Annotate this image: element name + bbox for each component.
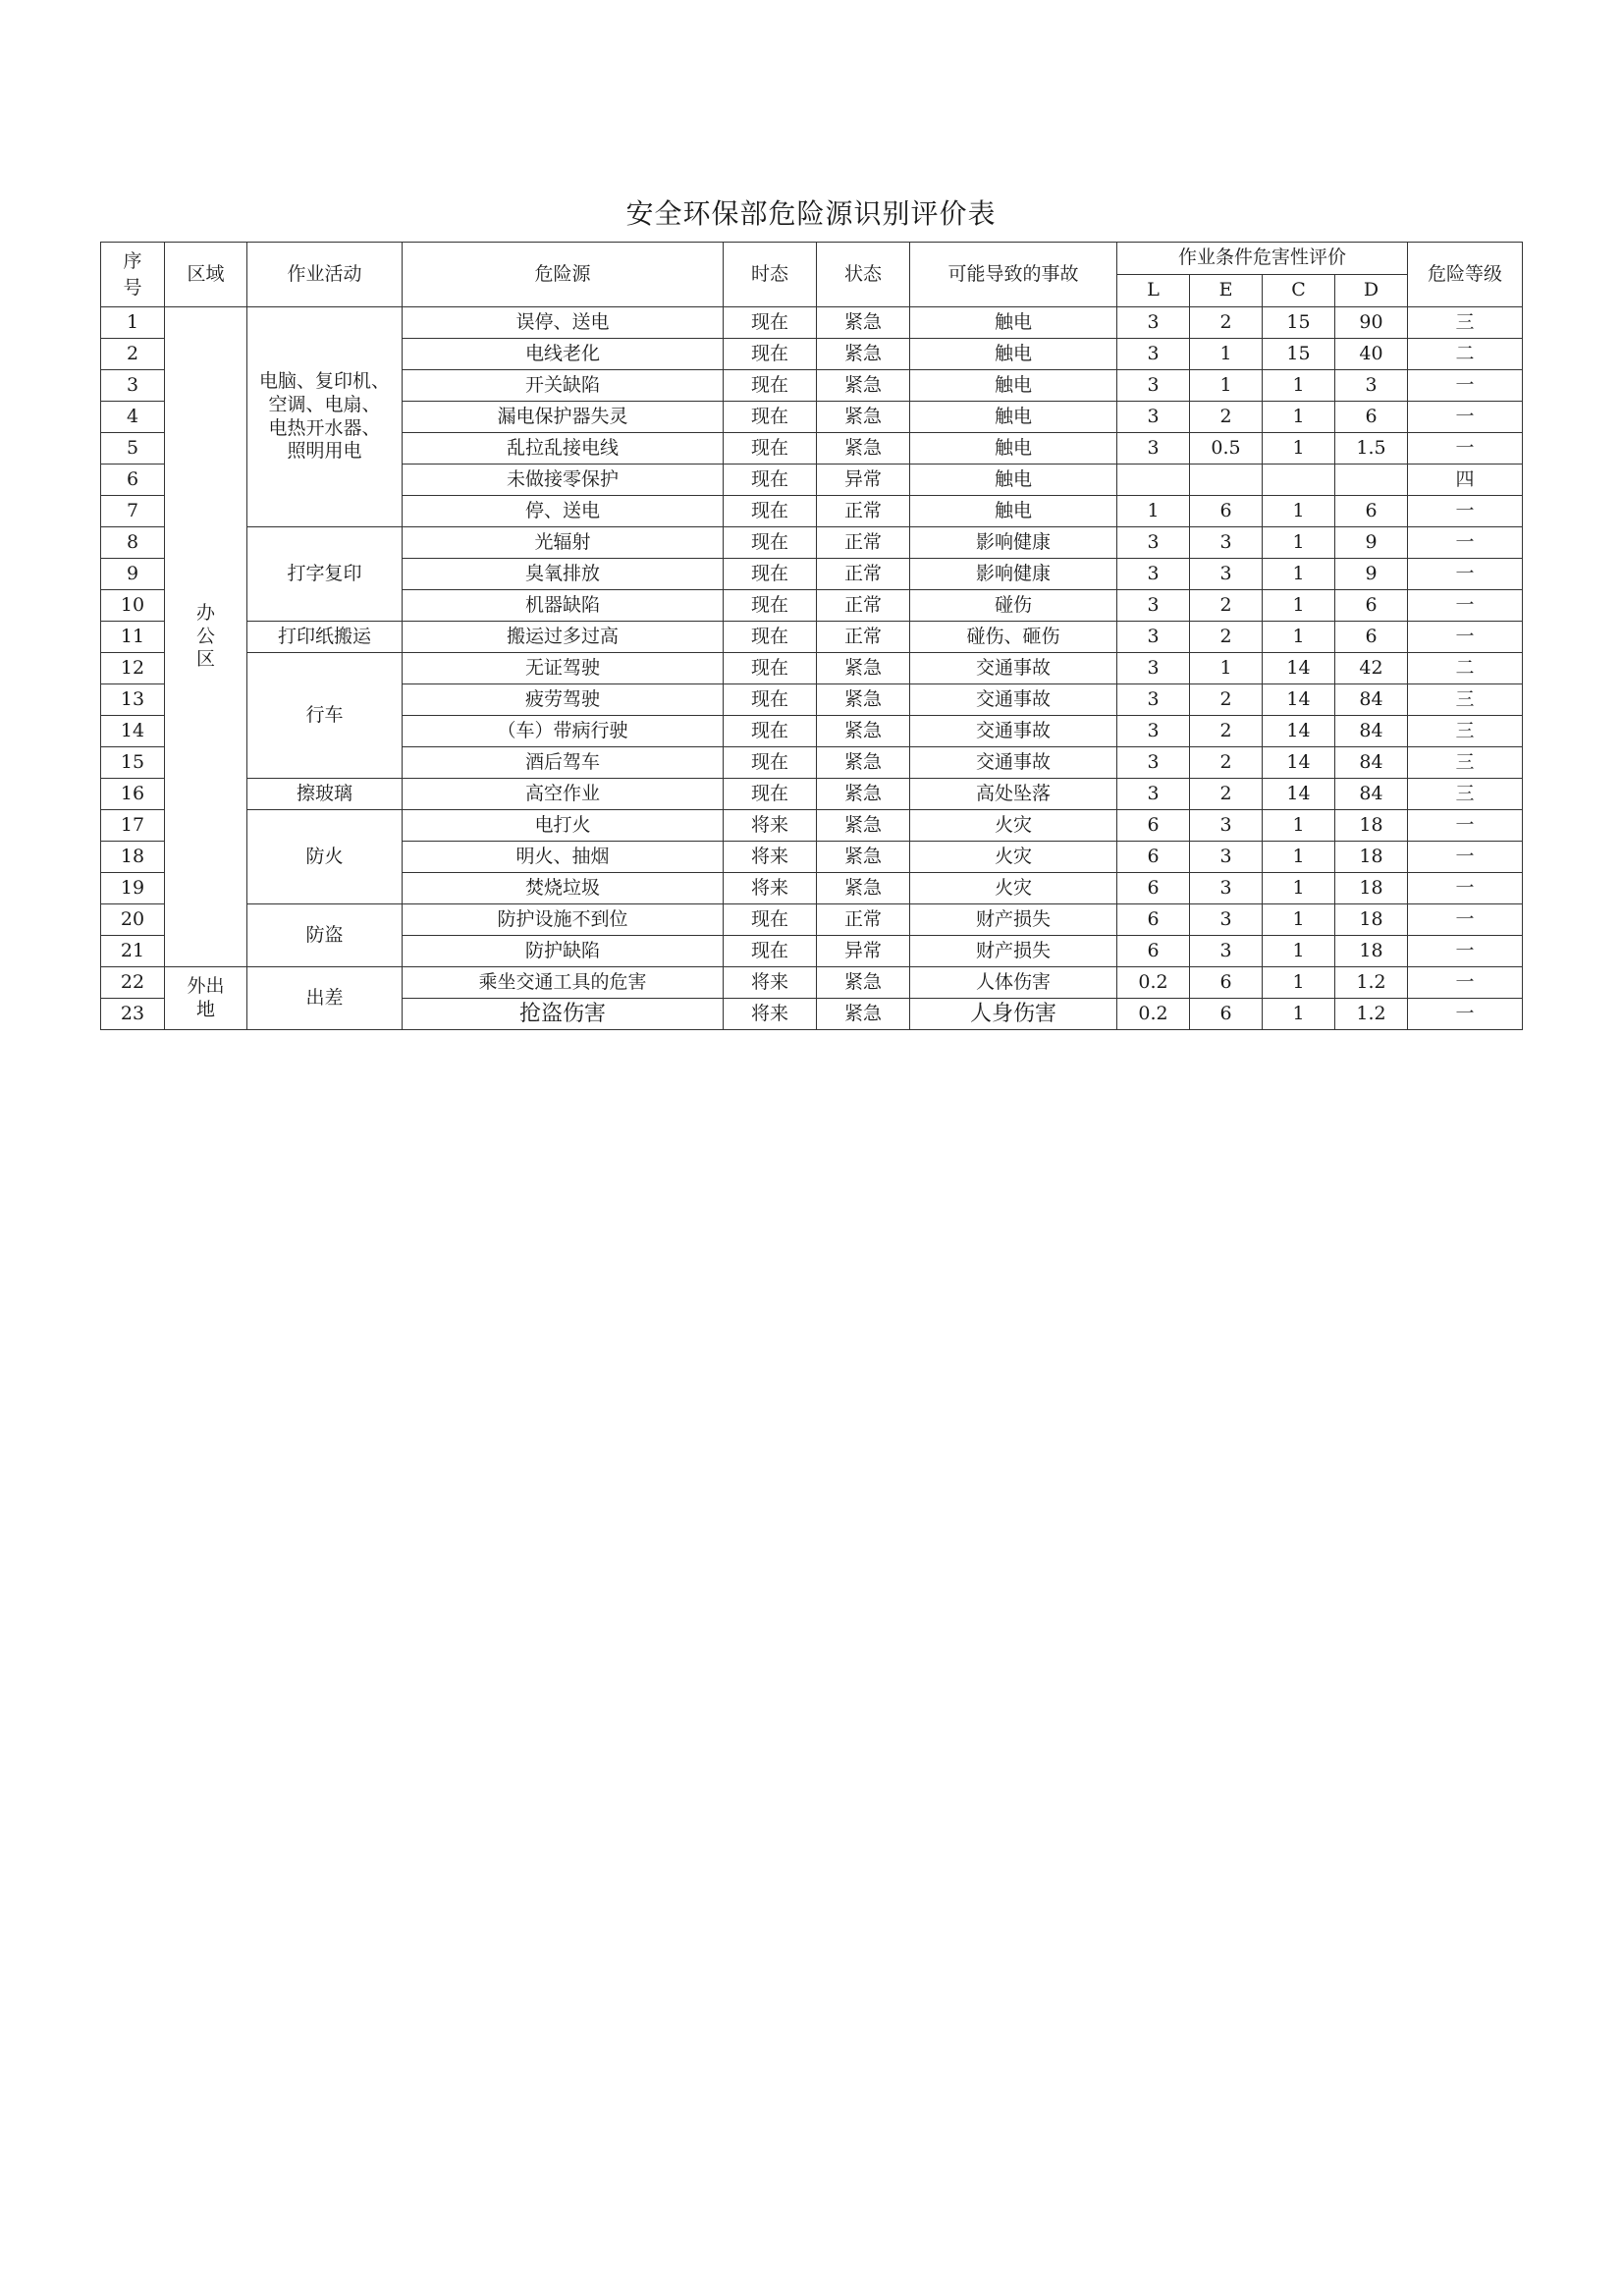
cell-level: 二 — [1408, 653, 1523, 684]
cell-c: 1 — [1263, 590, 1335, 622]
cell-c: 14 — [1263, 716, 1335, 747]
cell-state: 正常 — [817, 496, 910, 527]
activity-label: 电脑、复印机、 空调、电扇、 电热开水器、 照明用电 — [258, 370, 390, 463]
cell-hazard: 酒后驾车 — [403, 747, 724, 779]
cell-state: 紧急 — [817, 433, 910, 465]
cell-accident: 人体伤害 — [910, 967, 1117, 999]
cell-e: 0.5 — [1190, 433, 1263, 465]
cell-hazard: 疲劳驾驶 — [403, 684, 724, 716]
cell-l: 3 — [1117, 433, 1190, 465]
cell-e: 2 — [1190, 779, 1263, 810]
cell-e: 2 — [1190, 747, 1263, 779]
cell-l: 3 — [1117, 716, 1190, 747]
cell-state: 正常 — [817, 590, 910, 622]
cell-tense: 将来 — [724, 810, 817, 842]
cell-seq: 13 — [101, 684, 165, 716]
cell-seq: 1 — [101, 307, 165, 339]
cell-e: 3 — [1190, 936, 1263, 967]
cell-e: 3 — [1190, 904, 1263, 936]
table-row — [101, 527, 1523, 559]
activity-label: 防火 — [305, 845, 344, 867]
table-row — [101, 904, 1523, 936]
cell-e: 2 — [1190, 590, 1263, 622]
cell-d: 6 — [1335, 622, 1408, 653]
header-seq-label: 序号 — [123, 249, 142, 299]
cell-d — [1335, 465, 1408, 496]
cell-c: 14 — [1263, 747, 1335, 779]
cell-level: 一 — [1408, 559, 1523, 590]
cell-state: 紧急 — [817, 842, 910, 873]
cell-c: 1 — [1263, 527, 1335, 559]
cell-accident: 火灾 — [910, 873, 1117, 904]
cell-tense: 现在 — [724, 402, 817, 433]
cell-c: 1 — [1263, 496, 1335, 527]
cell-hazard: 臭氧排放 — [403, 559, 724, 590]
cell-tense: 现在 — [724, 496, 817, 527]
cell-seq: 10 — [101, 590, 165, 622]
cell-l: 3 — [1117, 339, 1190, 370]
cell-state: 紧急 — [817, 967, 910, 999]
cell-l: 3 — [1117, 779, 1190, 810]
cell-e: 2 — [1190, 684, 1263, 716]
cell-activity — [247, 810, 403, 904]
cell-e: 3 — [1190, 810, 1263, 842]
cell-seq: 2 — [101, 339, 165, 370]
cell-c: 15 — [1263, 339, 1335, 370]
cell-d: 40 — [1335, 339, 1408, 370]
cell-d: 1.2 — [1335, 967, 1408, 999]
cell-hazard: 机器缺陷 — [403, 590, 724, 622]
cell-area — [165, 967, 247, 1030]
cell-activity — [247, 967, 403, 1030]
cell-seq: 23 — [101, 999, 165, 1030]
cell-seq: 7 — [101, 496, 165, 527]
cell-state: 紧急 — [817, 402, 910, 433]
cell-hazard: 电打火 — [403, 810, 724, 842]
cell-state: 紧急 — [817, 307, 910, 339]
cell-activity — [247, 779, 403, 810]
cell-e: 6 — [1190, 496, 1263, 527]
cell-activity — [247, 653, 403, 779]
cell-c: 1 — [1263, 370, 1335, 402]
table-body — [101, 307, 1523, 1030]
cell-seq: 9 — [101, 559, 165, 590]
cell-tense: 现在 — [724, 559, 817, 590]
cell-d: 6 — [1335, 496, 1408, 527]
header-state: 状态 — [817, 243, 910, 307]
cell-seq: 3 — [101, 370, 165, 402]
cell-d: 84 — [1335, 779, 1408, 810]
cell-tense: 现在 — [724, 465, 817, 496]
cell-d: 9 — [1335, 527, 1408, 559]
cell-hazard: 乱拉乱接电线 — [403, 433, 724, 465]
cell-level: 一 — [1408, 810, 1523, 842]
cell-seq: 18 — [101, 842, 165, 873]
table-row — [101, 622, 1523, 653]
header-d: D — [1335, 275, 1408, 307]
cell-state: 异常 — [817, 465, 910, 496]
cell-state: 紧急 — [817, 810, 910, 842]
cell-accident: 影响健康 — [910, 527, 1117, 559]
cell-d: 90 — [1335, 307, 1408, 339]
cell-state: 紧急 — [817, 370, 910, 402]
cell-seq: 8 — [101, 527, 165, 559]
cell-d: 84 — [1335, 684, 1408, 716]
cell-activity — [247, 622, 403, 653]
cell-seq: 6 — [101, 465, 165, 496]
cell-tense: 现在 — [724, 904, 817, 936]
header-tense: 时态 — [724, 243, 817, 307]
table-row — [101, 967, 1523, 999]
cell-e: 6 — [1190, 999, 1263, 1030]
cell-c: 15 — [1263, 307, 1335, 339]
cell-tense: 现在 — [724, 339, 817, 370]
cell-state: 紧急 — [817, 779, 910, 810]
cell-area — [165, 307, 247, 967]
cell-accident: 人身伤害 — [910, 999, 1117, 1030]
cell-accident: 触电 — [910, 370, 1117, 402]
cell-seq: 16 — [101, 779, 165, 810]
area-label: 外出 地 — [187, 974, 225, 1020]
cell-d: 18 — [1335, 810, 1408, 842]
cell-c: 1 — [1263, 967, 1335, 999]
cell-hazard: 抢盗伤害 — [403, 999, 724, 1030]
cell-c: 1 — [1263, 873, 1335, 904]
cell-accident: 交通事故 — [910, 716, 1117, 747]
cell-accident: 火灾 — [910, 810, 1117, 842]
cell-l — [1117, 465, 1190, 496]
table-row — [101, 810, 1523, 842]
cell-d: 18 — [1335, 904, 1408, 936]
cell-c — [1263, 465, 1335, 496]
cell-l: 3 — [1117, 684, 1190, 716]
cell-l: 3 — [1117, 653, 1190, 684]
cell-l: 3 — [1117, 622, 1190, 653]
cell-level: 一 — [1408, 904, 1523, 936]
cell-tense: 现在 — [724, 653, 817, 684]
cell-e: 2 — [1190, 716, 1263, 747]
cell-level: 一 — [1408, 590, 1523, 622]
cell-hazard: 明火、抽烟 — [403, 842, 724, 873]
cell-e: 3 — [1190, 559, 1263, 590]
cell-accident: 触电 — [910, 402, 1117, 433]
cell-d: 1.2 — [1335, 999, 1408, 1030]
activity-label: 擦玻璃 — [296, 782, 352, 804]
cell-l: 3 — [1117, 590, 1190, 622]
cell-seq: 4 — [101, 402, 165, 433]
header-level: 危险等级 — [1408, 243, 1523, 307]
cell-e: 2 — [1190, 402, 1263, 433]
cell-hazard: 无证驾驶 — [403, 653, 724, 684]
cell-state: 正常 — [817, 527, 910, 559]
table-row — [101, 779, 1523, 810]
cell-hazard: 误停、送电 — [403, 307, 724, 339]
cell-d: 6 — [1335, 590, 1408, 622]
cell-l: 0.2 — [1117, 999, 1190, 1030]
cell-l: 6 — [1117, 936, 1190, 967]
cell-l: 6 — [1117, 810, 1190, 842]
cell-c: 1 — [1263, 433, 1335, 465]
cell-state: 异常 — [817, 936, 910, 967]
cell-c: 14 — [1263, 684, 1335, 716]
cell-seq: 12 — [101, 653, 165, 684]
document-title: 安全环保部危险源识别评价表 — [625, 197, 997, 230]
cell-l: 6 — [1117, 904, 1190, 936]
cell-accident: 火灾 — [910, 842, 1117, 873]
cell-e: 3 — [1190, 842, 1263, 873]
cell-state: 正常 — [817, 559, 910, 590]
cell-d: 3 — [1335, 370, 1408, 402]
cell-d: 84 — [1335, 747, 1408, 779]
cell-l: 6 — [1117, 873, 1190, 904]
cell-activity — [247, 904, 403, 967]
cell-hazard: 电线老化 — [403, 339, 724, 370]
header-accident: 可能导致的事故 — [910, 243, 1117, 307]
cell-tense: 将来 — [724, 999, 817, 1030]
cell-c: 1 — [1263, 904, 1335, 936]
cell-state: 正常 — [817, 622, 910, 653]
cell-d: 6 — [1335, 402, 1408, 433]
cell-hazard: 停、送电 — [403, 496, 724, 527]
header-l: L — [1117, 275, 1190, 307]
cell-state: 紧急 — [817, 716, 910, 747]
cell-c: 1 — [1263, 810, 1335, 842]
cell-seq: 11 — [101, 622, 165, 653]
cell-c: 1 — [1263, 559, 1335, 590]
cell-seq: 19 — [101, 873, 165, 904]
cell-hazard: 开关缺陷 — [403, 370, 724, 402]
cell-state: 紧急 — [817, 873, 910, 904]
cell-c: 1 — [1263, 402, 1335, 433]
cell-accident: 影响健康 — [910, 559, 1117, 590]
cell-seq: 14 — [101, 716, 165, 747]
cell-level: 一 — [1408, 936, 1523, 967]
cell-accident: 触电 — [910, 307, 1117, 339]
hazard-evaluation-table — [100, 242, 1523, 1030]
cell-level: 一 — [1408, 967, 1523, 999]
cell-l: 1 — [1117, 496, 1190, 527]
cell-level: 三 — [1408, 684, 1523, 716]
cell-seq: 15 — [101, 747, 165, 779]
header-evaluation: 作业条件危害性评价 — [1117, 243, 1408, 275]
cell-accident: 碰伤、砸伤 — [910, 622, 1117, 653]
cell-seq: 20 — [101, 904, 165, 936]
cell-state: 紧急 — [817, 999, 910, 1030]
cell-d: 1.5 — [1335, 433, 1408, 465]
activity-label: 行车 — [305, 703, 344, 726]
cell-accident: 触电 — [910, 496, 1117, 527]
cell-tense: 现在 — [724, 370, 817, 402]
header-activity: 作业活动 — [247, 243, 403, 307]
cell-l: 3 — [1117, 402, 1190, 433]
activity-label: 防盗 — [305, 923, 344, 946]
cell-level: 一 — [1408, 873, 1523, 904]
cell-l: 3 — [1117, 527, 1190, 559]
cell-e: 1 — [1190, 653, 1263, 684]
cell-level: 二 — [1408, 339, 1523, 370]
header-e: E — [1190, 275, 1263, 307]
cell-tense: 将来 — [724, 873, 817, 904]
cell-l: 3 — [1117, 370, 1190, 402]
cell-seq: 22 — [101, 967, 165, 999]
cell-e: 3 — [1190, 873, 1263, 904]
table-row — [101, 653, 1523, 684]
cell-d: 18 — [1335, 873, 1408, 904]
cell-e: 3 — [1190, 527, 1263, 559]
cell-level: 一 — [1408, 622, 1523, 653]
cell-accident: 触电 — [910, 339, 1117, 370]
cell-l: 6 — [1117, 842, 1190, 873]
cell-tense: 现在 — [724, 433, 817, 465]
activity-label: 打印纸搬运 — [277, 625, 371, 647]
cell-hazard: 未做接零保护 — [403, 465, 724, 496]
cell-state: 正常 — [817, 904, 910, 936]
header-hazard: 危险源 — [403, 243, 724, 307]
cell-tense: 现在 — [724, 590, 817, 622]
cell-l: 0.2 — [1117, 967, 1190, 999]
cell-accident: 财产损失 — [910, 936, 1117, 967]
cell-c: 14 — [1263, 779, 1335, 810]
cell-level: 三 — [1408, 779, 1523, 810]
cell-l: 3 — [1117, 307, 1190, 339]
cell-level: 一 — [1408, 999, 1523, 1030]
cell-hazard: 防护设施不到位 — [403, 904, 724, 936]
cell-seq: 17 — [101, 810, 165, 842]
cell-hazard: 搬运过多过高 — [403, 622, 724, 653]
cell-accident: 碰伤 — [910, 590, 1117, 622]
cell-activity — [247, 307, 403, 527]
cell-hazard: 漏电保护器失灵 — [403, 402, 724, 433]
cell-tense: 现在 — [724, 684, 817, 716]
cell-tense: 将来 — [724, 842, 817, 873]
cell-accident: 触电 — [910, 465, 1117, 496]
cell-hazard: 乘坐交通工具的危害 — [403, 967, 724, 999]
cell-accident: 交通事故 — [910, 747, 1117, 779]
cell-activity — [247, 527, 403, 622]
cell-e: 6 — [1190, 967, 1263, 999]
cell-hazard: 光辐射 — [403, 527, 724, 559]
cell-level: 三 — [1408, 716, 1523, 747]
cell-d: 84 — [1335, 716, 1408, 747]
cell-level: 一 — [1408, 842, 1523, 873]
cell-c: 1 — [1263, 936, 1335, 967]
cell-level: 一 — [1408, 496, 1523, 527]
cell-state: 紧急 — [817, 747, 910, 779]
cell-tense: 现在 — [724, 747, 817, 779]
cell-tense: 现在 — [724, 716, 817, 747]
cell-state: 紧急 — [817, 684, 910, 716]
cell-d: 42 — [1335, 653, 1408, 684]
cell-level: 一 — [1408, 433, 1523, 465]
cell-tense: 现在 — [724, 779, 817, 810]
header-c: C — [1263, 275, 1335, 307]
cell-tense: 现在 — [724, 936, 817, 967]
cell-tense: 将来 — [724, 967, 817, 999]
cell-level: 一 — [1408, 527, 1523, 559]
cell-level: 三 — [1408, 747, 1523, 779]
cell-seq: 5 — [101, 433, 165, 465]
cell-hazard: 防护缺陷 — [403, 936, 724, 967]
cell-e — [1190, 465, 1263, 496]
cell-e: 1 — [1190, 370, 1263, 402]
cell-d: 9 — [1335, 559, 1408, 590]
header-area: 区域 — [165, 243, 247, 307]
cell-accident: 交通事故 — [910, 653, 1117, 684]
cell-c: 1 — [1263, 842, 1335, 873]
cell-level: 一 — [1408, 370, 1523, 402]
cell-tense: 现在 — [724, 527, 817, 559]
cell-level: 三 — [1408, 307, 1523, 339]
cell-hazard: 焚烧垃圾 — [403, 873, 724, 904]
cell-level: 四 — [1408, 465, 1523, 496]
header-seq — [101, 243, 165, 307]
cell-accident: 高处坠落 — [910, 779, 1117, 810]
cell-accident: 财产损失 — [910, 904, 1117, 936]
cell-hazard: 高空作业 — [403, 779, 724, 810]
cell-e: 2 — [1190, 307, 1263, 339]
cell-d: 18 — [1335, 842, 1408, 873]
cell-tense: 现在 — [724, 622, 817, 653]
cell-l: 3 — [1117, 747, 1190, 779]
cell-d: 18 — [1335, 936, 1408, 967]
cell-l: 3 — [1117, 559, 1190, 590]
cell-state: 紧急 — [817, 339, 910, 370]
cell-tense: 现在 — [724, 307, 817, 339]
cell-c: 1 — [1263, 999, 1335, 1030]
table-row — [101, 307, 1523, 339]
cell-c: 1 — [1263, 622, 1335, 653]
area-label: 办 公 区 — [195, 601, 215, 671]
cell-c: 14 — [1263, 653, 1335, 684]
cell-state: 紧急 — [817, 653, 910, 684]
cell-e: 1 — [1190, 339, 1263, 370]
cell-accident: 触电 — [910, 433, 1117, 465]
activity-label: 打字复印 — [287, 562, 362, 584]
cell-level: 一 — [1408, 402, 1523, 433]
cell-hazard: （车）带病行驶 — [403, 716, 724, 747]
cell-seq: 21 — [101, 936, 165, 967]
cell-e: 2 — [1190, 622, 1263, 653]
cell-accident: 交通事故 — [910, 684, 1117, 716]
activity-label: 出差 — [305, 986, 344, 1009]
